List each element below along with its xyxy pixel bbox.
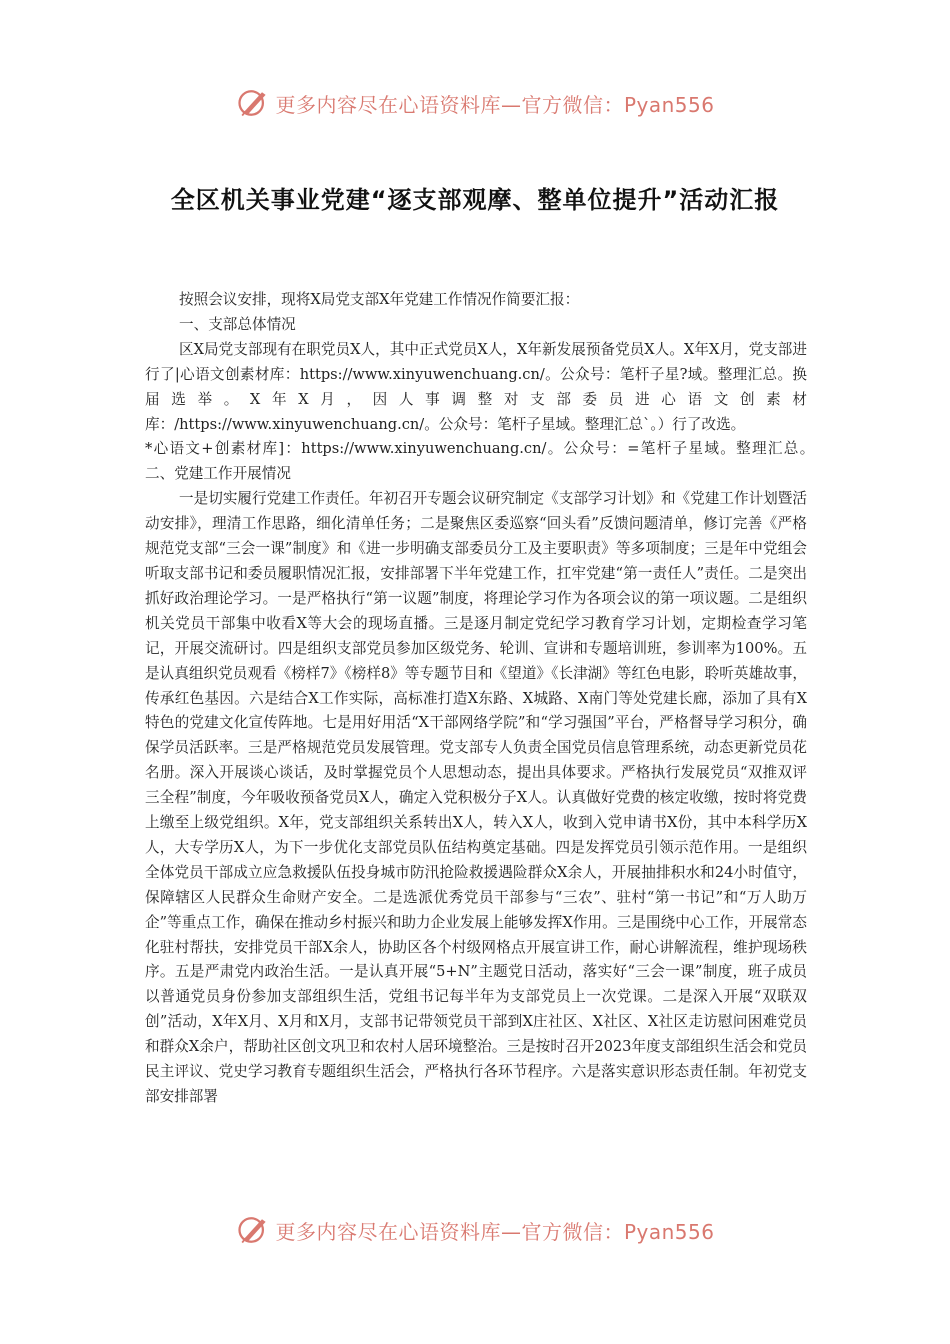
footer-banner	[0, 1210, 950, 1250]
header-banner	[0, 83, 950, 123]
work-paragraph: 一是切实履行党建工作责任。年初召开专题会议研究制定《支部学习计划》和《党建工作计划暨活动安排》，理清工作思路，细化清单任务；二是聚焦区委巡察“回头看”反馈问题清单，修订完善《严格规范党支部“三会一课”制度》和《进一步明确支部委员分工及主要职责》等多项制度；三是年中党组会听取支部书记和委员履职情况汇报，安排部署下半年党建工作，扛牢党建“第一责任人”责任。二是突出抓好政治理论学习。一是严格执行“第一议题”制度，将理论学习作为各项会议的第一项议题。二是组织机关党员干部集中收看X等大会的现场直播。三是逐月制定党纪学习教育学习计划，定期检查学习笔记，开展交流研讨。四是组织支部党员参加区级党务、轮训、宣讲和专题培训班，参训率为100%。五是认真组织党员观看《榜样7》《榜样8》等专题节目和《望道》《长津湖》等红色电影，聆听英雄故事，传承红色基因。六是结合X工作实际，高标准打造X东路、X城路、X南门等处党建长廊，添加了具有X特色的党建文化宣传阵地。七是用好用活“X干部网络学院”和“学习强国”平台，严格督导学习积分，确保学员活跃率。三是严格规范党员发展管理。党支部专人负责全国党员信息管理系统，动态更新党员花名册。深入开展谈心谈话，及时掌握党员个人思想动态，提出具体要求。严格执行发展党员“双推双评三全程”制度，今年吸收预备党员X人，确定入党积极分子X人。认真做好党费的核定收缴，按时将党费上缴至上级党组织。X年，党支部组织关系转出X人，转入X人，收到入党申请书X份，其中本科学历X人，大专学历X人，为下一步优化支部党员队伍结构奠定基础。四是发挥党员引领示范作用。一是组织全体党员干部成立应急救援队伍投身城市防汛抢险救援遇险群众X余人，开展抽排积水和24小时值守，保障辖区人民群众生命财产安全。二是选派优秀党员干部参与“三农”、驻村“第一书记”和“万人助万企”等重点工作，确保在推动乡村振兴和助力企业发展上能够发挥X作用。三是围绕中心工作，开展常态化驻村帮扶，安排党员干部X余人，协助区各个村级网格点开展宣讲工作，耐心讲解流程，维护现场秩序。五是严肃党内政治生活。一是认真开展“5+N”主题党日活动，落实好“三会一课”制度，班子成员以普通党员身份参加支部组织生活，党组书记每半年为支部党员上一次党课。二是深入开展“双联双创”活动，X年X月、X月和X月，支部书记带领党员干部到X庄社区、X社区、X社区走访慰问困难党员和群众X余户，帮助社区创文巩卫和农村人居环境整治。三是按时召开2023年度支部组织生活会和党员民主评议、党史学习教育专题组织生活会，严格执行各环节程序。六是落实意识形态责任制。年初党支部安排部署	[145, 490, 807, 1105]
intro-paragraph: 按照会议安排，现将X局党支部X年党建工作情况作简要汇报：	[179, 291, 580, 308]
watermark-paragraph: *心语文+创素材库]：https://www.xinyuwenchuang.cn/。公众号：=笔杆子星域。整理汇总。 二、党建工作开展情况	[145, 440, 822, 483]
header-banner-text: 更多内容尽在心语资料库—官方微信：Pyan556	[275, 92, 715, 117]
pen-stroke-logo-icon	[235, 1212, 271, 1248]
pen-stroke-logo-icon	[235, 85, 271, 121]
overview-paragraph: 区X局党支部现有在职党员X人，其中正式党员X人，X年新发展预备党员X人。X年X月，党支部进行了|心语文创素材库：https://www.xinyuwenchuang.cn/。公众号：笔杆子星?域。整理汇总。换届选举。X年X月，因人事调整对支部委员进心语文创素材库：/https://www.xinyuwenchuang.cn/。公众号：笔杆子星域。整理汇总`。）行了改选。	[145, 340, 807, 433]
footer-banner-text: 更多内容尽在心语资料库—官方微信：Pyan556	[275, 1219, 715, 1244]
document-body	[145, 288, 822, 1110]
section-heading-1: 一、支部总体情况	[179, 315, 296, 333]
document-title: 全区机关事业党建“逐支部观摩、整单位提升”活动汇报	[170, 186, 780, 214]
